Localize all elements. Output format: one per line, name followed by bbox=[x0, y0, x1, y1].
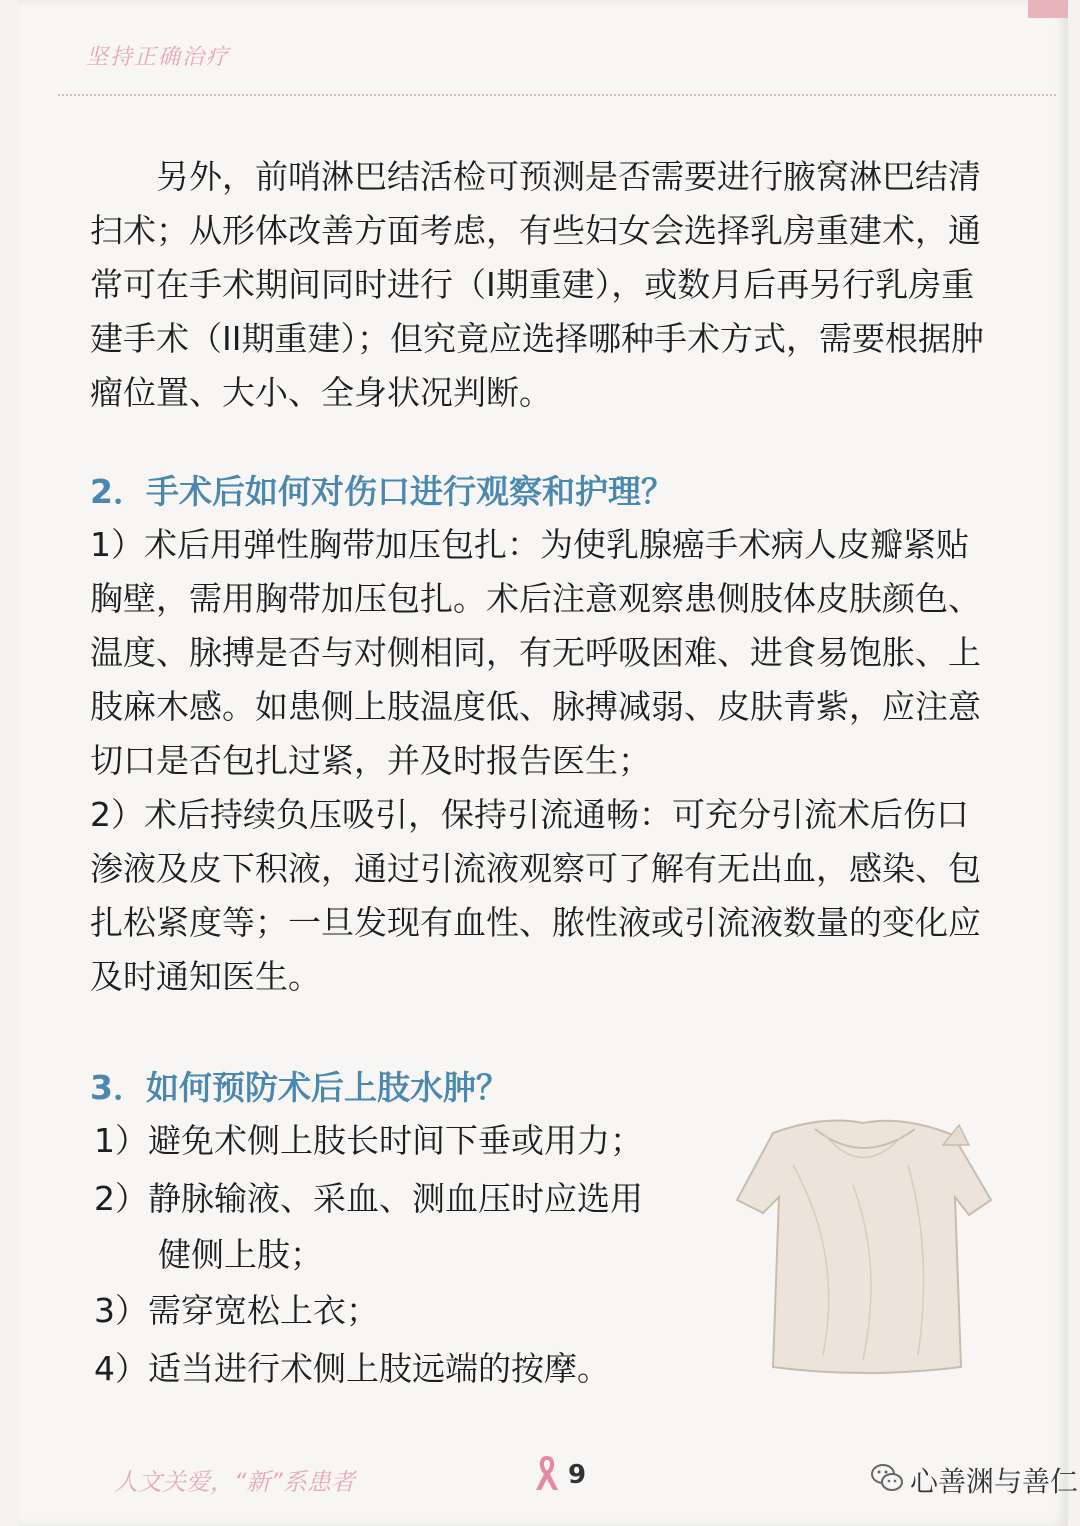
footer-slogan: 人文关爱，“新”系患者 bbox=[114, 1468, 355, 1496]
running-title: 坚持正确治疗 bbox=[86, 45, 231, 70]
loose-shirt-illustration bbox=[733, 1105, 993, 1375]
section-3-item-4: 4）适当进行术侧上肢远端的按摩。 bbox=[94, 1349, 610, 1388]
corner-tab bbox=[1028, 0, 1068, 18]
document-page bbox=[18, 0, 1079, 1526]
section-3-heading: 3．如何预防术后上肢水肿？ bbox=[90, 1068, 509, 1107]
page-number: 9 bbox=[568, 1460, 587, 1490]
wechat-icon bbox=[870, 1462, 904, 1494]
section-2-heading: 2．手术后如何对伤口进行观察和护理？ bbox=[90, 472, 674, 511]
section-3-item-3: 3）需穿宽松上衣； bbox=[94, 1291, 379, 1330]
header-divider bbox=[58, 94, 1056, 96]
section-2-item-1: 1）术后用弹性胸带加压包扎：为使乳腺癌手术病人皮瓣紧贴胸壁，需用胸带加压包扎。术后注意观察患侧肢体皮肤颜色、温度、脉搏是否与对侧相同，有无呼吸困难、进食易饱胀、上肢麻木感。如患侧上肢温度低、脉搏减弱、皮肤青紫，应注意切口是否包扎过紧，并及时报告医生； bbox=[90, 525, 981, 780]
section-3-item-1: 1）避免术侧上肢长时间下垂或用力； bbox=[94, 1121, 643, 1160]
section-3-item-2: 2）静脉输液、采血、测血压时应选用 bbox=[94, 1179, 643, 1218]
pink-ribbon-icon bbox=[530, 1452, 564, 1492]
section-2-item-2: 2）术后持续负压吸引，保持引流通畅：可充分引流术后伤口渗液及皮下积液，通过引流液观察可了解有无出血，感染、包扎松紧度等；一旦发现有血性、脓性液或引流液数量的变化应及时通知医生。 bbox=[90, 795, 981, 996]
intro-paragraph: 另外，前哨淋巴结活检可预测是否需要进行腋窝淋巴结清扫术；从形体改善方面考虑，有些妇女会选择乳房重建术，通常可在手术期间同时进行（I期重建），或数月后再另行乳房重建手术（II期重建）；但究竟应选择哪种手术方式，需要根据肿瘤位置、大小、全身状况判断。 bbox=[90, 157, 984, 412]
section-3-item-2-cont: 健侧上肢； bbox=[158, 1235, 323, 1274]
account-watermark: 心善渊与善仁 bbox=[910, 1465, 1079, 1498]
